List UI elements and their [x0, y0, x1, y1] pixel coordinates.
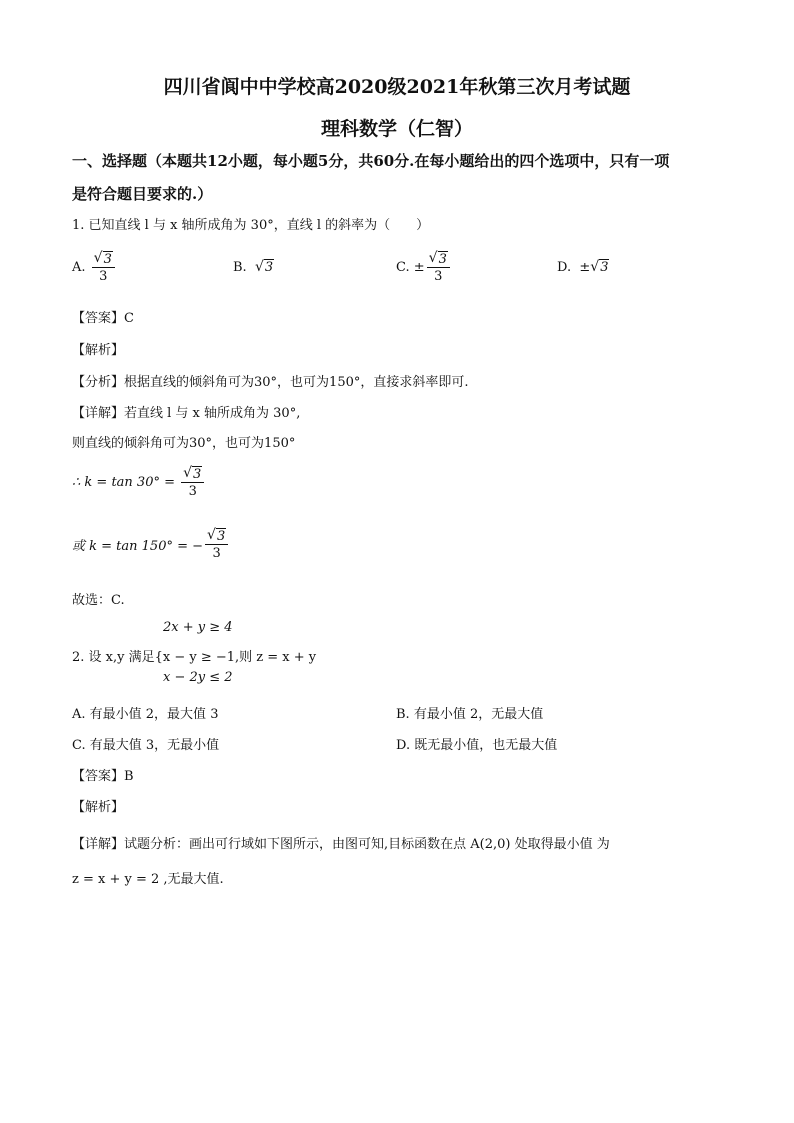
- q1-step-3: 或 k = tan 150° = − √ 3 3: [72, 527, 230, 562]
- q2-detail-line-2: z = x + y = 2 ,无最大值.: [72, 872, 224, 887]
- q2-detail-line-1: 【详解】试题分析：画出可行域如下图所示，由图可知,目标函数在点 A(2,0) 处取得最小值 为: [72, 837, 610, 852]
- q1-step-2: ∴ k = tan 30° = √ 3 3: [72, 465, 206, 500]
- sqrt-icon: √: [93, 250, 103, 266]
- sqrt-icon: √: [207, 527, 216, 543]
- q2-system-line-1: 2x + y ≥ 4: [163, 620, 233, 635]
- q1-option-a-fraction: √ 3 3: [92, 250, 115, 285]
- section-heading-line-1: 一、选择题（本题共12小题，每小题5分，共60分.在每小题给出的四个选项中，只有一项: [72, 152, 670, 170]
- q1-option-d-label: D.: [557, 259, 572, 275]
- q1-step-3-fraction: √ 3 3: [205, 527, 228, 562]
- q1-option-c: C. ± √ 3 3: [396, 250, 452, 285]
- q1-answer: 【答案】C: [72, 311, 134, 326]
- q2-option-a: A. 有最小值 2，最大值 3: [72, 707, 219, 722]
- q1-option-a-label: A.: [72, 260, 86, 275]
- q1-analysis-label: 【解析】: [72, 343, 125, 358]
- sqrt-icon: √: [428, 250, 438, 266]
- q1-option-a: [72, 250, 117, 285]
- q2-stem: 2. 设 x,y 满足{x − y ≥ −1,则 z = x + y: [72, 650, 317, 665]
- sqrt-icon: √: [590, 259, 600, 275]
- q2-option-b: B. 有最小值 2，无最大值: [396, 707, 544, 722]
- q2-answer: 【答案】B: [72, 769, 134, 784]
- q1-option-b: B. √ 3: [233, 259, 274, 275]
- q1-option-b-label: B.: [233, 259, 247, 275]
- page-subtitle: 理科数学（仁智）: [320, 118, 473, 140]
- q1-conclusion: 故选：C.: [72, 593, 125, 608]
- q1-option-c-label: C.: [396, 260, 410, 275]
- q1-fenxi: 【分析】根据直线的倾斜角可为30°，也可为150°，直接求斜率即可.: [72, 375, 469, 390]
- sqrt-icon: √: [254, 259, 264, 275]
- q2-option-d: D. 既无最小值，也无最大值: [396, 738, 558, 753]
- q2-system-line-3: x − 2y ≤ 2: [163, 670, 233, 685]
- section-heading-line-2: 是符合题目要求的.）: [72, 185, 213, 203]
- q1-step-2-fraction: √ 3 3: [181, 465, 204, 500]
- q1-option-d: D. ± √ 3: [557, 259, 609, 275]
- q2-option-c: C. 有最大值 3，无最小值: [72, 738, 220, 753]
- page-title: 四川省阆中中学校高2020级2021年秋第三次月考试题: [163, 76, 631, 98]
- q1-step-1: 则直线的倾斜角可为30°，也可为150°: [72, 436, 296, 451]
- sqrt-icon: √: [183, 465, 193, 481]
- q1-xiangjie: 【详解】若直线 l 与 x 轴所成角为 30°,: [72, 406, 301, 421]
- q1-stem: 1. 已知直线 l 与 x 轴所成角为 30°，直线 l 的斜率为（ ）: [72, 218, 430, 233]
- q1-option-c-fraction: √ 3 3: [427, 250, 450, 285]
- q2-analysis-label: 【解析】: [72, 800, 125, 815]
